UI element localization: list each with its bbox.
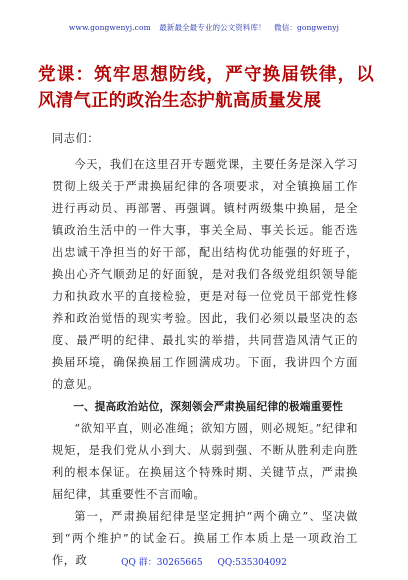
page-footer <box>0 555 408 568</box>
intro-paragraph: 今天，我们在这里召开专题党课，主要任务是深入学习贯彻上级关于严肃换届纪律的各项要求，对全镇换届工作进行再动员、再部署、再强调。镇村两级集中换届，是全镇政治生活中的一件大事，事关全局、事关长远。能否选出忠诚干净担当的好干部，配出结构优功能强的好班子，换出心齐气顺劲足的好面貌，是对我们各级党组织领导能力和执政水平的直接检验，更是对每一位党员干部党性修养和政治觉悟的现实考验。因此，我们必须以最坚决的态度、最严明的纪律、最扎实的举措，共同营造风清气正的换届环境，确保换届工作圆满成功。下面，我讲四个方面的意见。 <box>52 158 358 391</box>
document-title: 党课：筑牢思想防线，严守换届铁律，以风清气正的政治生态护航高质量发展 <box>38 65 374 111</box>
page-header <box>0 22 408 33</box>
site-url[interactable]: www.gongwenyj.com <box>68 23 151 32</box>
body-paragraph: “欲知平直，则必准绳；欲知方圆，则必规矩。”纪律和规矩，是我们党从小到大、从弱到强、不断从胜利走向胜利的根本保证。在换届这个特殊时期、关键节点，严肃换届纪律，其重要性不言而喻。 <box>52 422 358 501</box>
body-paragraph: 第一，严肃换届纪律是坚定拥护“两个确立”、坚决做到“两个维护”的试金石。换届工作本质上是一项政治工作，政 <box>52 510 358 567</box>
section-heading: 一、提高政治站位，深刻领会严肃换届纪律的极端重要性 <box>73 401 344 413</box>
site-tagline: 最新最全最专业的公文资料库！ <box>159 23 266 32</box>
document-body <box>52 128 358 572</box>
qq-group: QQ 群：30265665 <box>121 558 203 568</box>
salutation: 同志们： <box>52 132 100 145</box>
qq-contact: QQ:535304092 <box>217 558 287 568</box>
wechat-id: 微信：gongwenyj <box>274 23 340 32</box>
